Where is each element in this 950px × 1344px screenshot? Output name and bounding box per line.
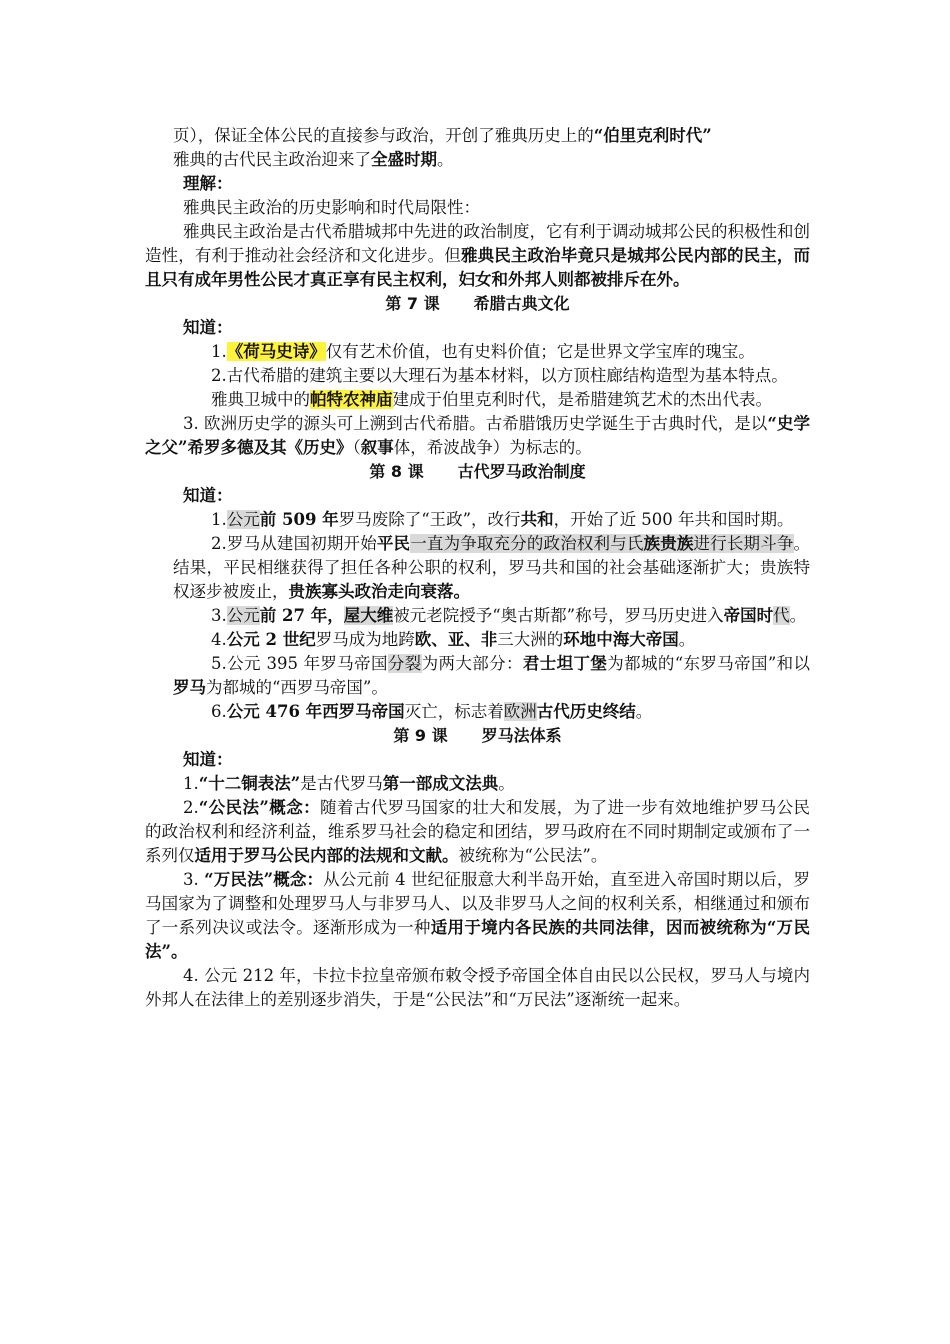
text: 1. (211, 510, 227, 529)
text: 。 (437, 150, 454, 169)
heading-know-9: 知道： (183, 750, 233, 769)
item-8-1 (145, 508, 810, 532)
text: 3. (211, 606, 227, 625)
text: 5.公元 395 年罗马帝国 (211, 654, 388, 673)
bold-text: 第一部成文法典 (382, 774, 499, 793)
item-7-1 (145, 340, 810, 364)
text: 3. (183, 870, 205, 889)
text: 。 (635, 702, 653, 721)
bold-text: 古代历史终结 (536, 702, 636, 721)
bold-text: 平民 (376, 534, 411, 553)
text: 雅典卫城中的 (211, 390, 310, 409)
lesson-7-title (145, 292, 810, 316)
item-7-2b (145, 388, 810, 412)
heading-know-7: 知道： (183, 318, 233, 337)
lesson-8-title (145, 460, 810, 484)
text: 三大洲的 (497, 630, 564, 649)
text: 。 (498, 774, 515, 793)
item-8-3 (145, 604, 810, 628)
lesson-name: 罗马法体系 (481, 726, 562, 745)
bold-text: “公民法”概念： (198, 798, 321, 817)
text: 3. 欧洲历史学的源头可上溯到古代希腊。古希腊饿历史学诞生于古典时代，是以 (183, 414, 768, 433)
highlight-text: 帕特农神庙 (310, 390, 393, 409)
bold-text: 环地中海大帝国 (563, 630, 679, 649)
text: 建成于伯里克利时代，是希腊建筑艺术的杰出代表。 (392, 390, 772, 409)
item-9-4: 4. 公元 212 年，卡拉卡拉皇帝颁布敕令授予帝国全体自由民以公民权，罗马人与境内外邦人在法律上的差别逐步消失，于是“公民法”和“万民法”逐渐统一起来。 (145, 966, 810, 1009)
bold-text: 叙事 (360, 438, 394, 457)
text: ，开始了近 500 年共和国时期。 (553, 510, 794, 529)
bold-text: 适用于境内各民族的共同法律，因而被统称为“万民法”。 (145, 918, 810, 961)
bold-text: 罗马 (173, 678, 206, 697)
heading-understand: 理解： (183, 174, 233, 193)
lesson-9-title (145, 724, 810, 748)
bold-text: 贵族寡头政治走向衰落。 (288, 582, 470, 601)
paragraph-democracy-limit (145, 220, 810, 292)
text: 罗马废除了“王政”，改行 (338, 510, 521, 529)
bold-text: 共和 (520, 510, 554, 529)
text: 。 (789, 606, 807, 625)
text: 被元老院授予“奥古斯都”称号，罗马历史进入 (393, 606, 724, 625)
document-page (145, 124, 810, 1012)
text: 雅典民主政治是古代希腊城邦中先进的政治制度，它有利于调动城邦公民的积极性和创造性，有利于推动社会经济和文化进步。但 (145, 222, 810, 265)
bold-text: ， (327, 606, 344, 625)
lesson-number: 第 9 课 (393, 726, 448, 745)
paragraph-influence-title: 雅典民主政治的历史影响和时代局限性： (183, 198, 480, 217)
heading-know-8: 知道： (183, 486, 233, 505)
bold-text: 公元 2 世纪 (226, 630, 316, 649)
text: 为两大部分： (421, 654, 523, 673)
text: 体，希波战争）为标志的。 (393, 438, 592, 457)
item-8-5 (145, 652, 810, 700)
text: 1. (183, 774, 199, 793)
bold-text: 公元 476 年西罗马帝国 (226, 702, 405, 721)
text: 2. (183, 798, 199, 817)
item-7-3 (145, 412, 810, 460)
gray-highlight-text: 公元 (226, 606, 260, 625)
gray-highlight-text: 一直为争取充分的政治权利与氏 (410, 534, 644, 553)
gray-highlight-text: 欧洲 (503, 702, 537, 721)
text: 被统称为“公民法”。 (458, 846, 608, 865)
text: 6. (211, 702, 227, 721)
bold-text: 帝国时 (723, 606, 774, 625)
gray-highlight-text: 代 (773, 606, 790, 625)
bold-text: “史学之父”希罗多德及其《历史》 (145, 414, 810, 457)
text: 为都城的“西罗马帝国”。 (206, 678, 388, 697)
text: 为都城的“东罗马帝国”和以 (607, 654, 811, 673)
text: 随着古代罗马国家的壮大和发展，为了进一步有效地维护罗马公民的政治权利和经济利益，维系罗马社会的稳定和团结，罗马政府在不同时期制定或颁布了一系列仅 (145, 798, 810, 865)
text: 4. (211, 630, 227, 649)
highlight-text: 《荷马史诗》 (226, 342, 326, 361)
bold-text: 君士坦丁堡 (522, 654, 608, 673)
bold-text: 欧、亚、非 (414, 630, 498, 649)
text: 。 (678, 630, 696, 649)
bold-text: 雅典民主政治毕竟只是城邦公民内部的民主，而且只有成年男性公民才真正享有民主权利，妇女和外邦人则都被排斥在外。 (145, 246, 811, 289)
text: 仅有艺术价值，也有史料价值；它是世界文学宝库的瑰宝。 (325, 342, 755, 361)
bold-text: 前 509 年 (259, 510, 339, 529)
lesson-number: 第 8 课 (369, 462, 424, 481)
lesson-name: 古代罗马政治制度 (457, 462, 586, 481)
paragraph-pericles (145, 124, 810, 148)
gray-highlight-bold: 屋大维 (343, 606, 394, 625)
text: 罗马成为地跨 (315, 630, 415, 649)
text: 是古代罗马 (300, 774, 383, 793)
text: 页），保证全体公民的直接参与政治，开创了雅典历史上的 (173, 126, 594, 145)
item-8-6 (145, 700, 810, 724)
text: 2.罗马从建国初期开始 (211, 534, 377, 553)
gray-highlight-text: 进行长期斗争 (693, 534, 794, 553)
bold-text: 前 27 年 (259, 606, 328, 625)
gray-highlight-text: 分裂 (387, 654, 422, 673)
gray-highlight-text: 公元 (226, 510, 260, 529)
text: 雅典的古代民主政治迎来了 (173, 150, 371, 169)
bold-text: “伯里克利时代” (593, 126, 712, 145)
lesson-number: 第 7 课 (385, 294, 440, 313)
text: 。结果，平民相继获得了担任各种公职的权利，罗马共和国的社会基础逐渐扩大；贵族特权逐步被废止， (173, 534, 811, 601)
item-8-4 (145, 628, 810, 652)
text: 1. (211, 342, 227, 361)
gray-highlight-bold: 族贵族 (643, 534, 694, 553)
bold-text: “万民法”概念： (204, 870, 324, 889)
text: 从公元前 4 世纪征服意大利半岛开始，直至进入帝国时期以后，罗马国家为了调整和处理罗马人与非罗马人、以及非罗马人之间的权利关系，相继通过和颁布了一系列决议或法令。逐渐形成为一种 (145, 870, 810, 937)
bold-text: 适用于罗马公民内部的法规和文献。 (194, 846, 459, 865)
item-8-2 (145, 532, 810, 604)
text: 灭亡，标志着 (404, 702, 504, 721)
item-9-3 (145, 868, 810, 964)
bold-text: “十二铜表法” (198, 774, 301, 793)
item-7-2: 2.古代希腊的建筑主要以大理石为基本材料，以方顶柱廊结构造型为基本特点。 (211, 366, 788, 385)
lesson-name: 希腊古典文化 (473, 294, 570, 313)
bold-text: 全盛时期 (371, 150, 437, 169)
item-9-2 (145, 796, 810, 868)
text: （ (352, 438, 361, 457)
paragraph-golden-age (145, 148, 810, 172)
item-9-1 (145, 772, 810, 796)
